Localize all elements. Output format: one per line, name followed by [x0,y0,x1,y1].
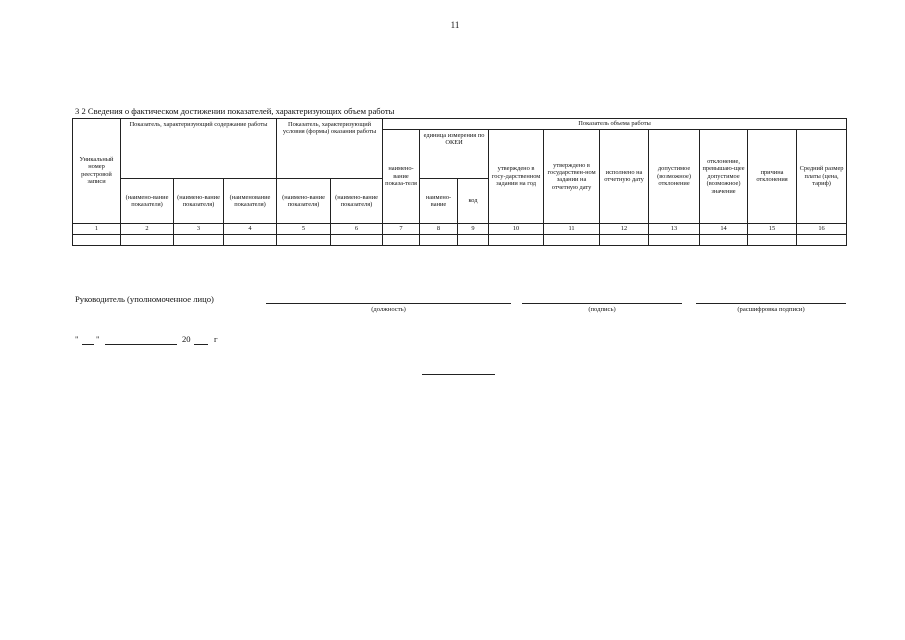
page-number: 11 [450,20,460,30]
column-number: 6 [331,223,383,234]
column-number: 16 [797,223,847,234]
column-number: 2 [121,223,174,234]
header-unit-code: код [458,179,489,223]
table-cell [420,234,458,245]
table-cell [224,234,277,245]
column-number: 7 [383,223,420,234]
header-unit-okei: единица измерения по ОКЕИ [420,130,489,179]
column-number: 12 [600,223,649,234]
column-number: 4 [224,223,277,234]
table-cell [174,234,224,245]
decipher-caption: (расшифровка подписи) [737,306,805,313]
head-label: Руководитель (уполномоченное лицо) [75,294,214,304]
date-year-prefix: 20 [182,334,191,344]
date-month-line [105,344,177,345]
header-unit-name: наимено-вание [420,179,458,223]
date-open-quote: " [75,334,79,344]
header-deviation-reason: причина отклонения [748,130,797,224]
date-close-quote: " [96,334,100,344]
column-number: 14 [700,223,748,234]
section-title: 3 2 Сведения о фактическом достижении показателей, характеризующих объем работы [75,106,395,116]
header-sub-name-4: (наимено-вание показателя) [277,179,331,223]
signature-caption: (подпись) [588,306,616,313]
header-sub-name-2: (наимено-вание показателя) [174,179,224,223]
position-caption: (должность) [371,306,406,313]
column-number: 11 [544,223,600,234]
table-cell [73,234,121,245]
table-cell [277,234,331,245]
header-average-fee: Средний размер платы (цена, тариф) [797,130,847,224]
table-cell [700,234,748,245]
decipher-line [696,303,846,304]
header-sub-name-3: (наименование показателя) [224,179,277,223]
header-approved-date: утверждено в государствен-ном задании на отчетную дату [544,130,600,224]
column-number: 10 [489,223,544,234]
column-number: 8 [420,223,458,234]
header-executed: исполнено на отчетную дату [600,130,649,224]
table-cell [600,234,649,245]
table-cell [748,234,797,245]
signature-line [522,303,682,304]
header-sub-name-1: (наимено-вание показателя) [121,179,174,223]
table-cell [331,234,383,245]
header-conditions-indicator: Показатель, характеризующий условия (формы) оказания работы [277,119,383,179]
column-number: 1 [73,223,121,234]
table-cell [649,234,700,245]
header-unique-number: Уникальный номер реестровой записи [73,119,121,224]
header-exceeding-deviation: отклонение, превышаю-щее допустимое (возможное) значение [700,130,748,224]
table-cell [121,234,174,245]
header-content-indicator: Показатель, характеризующий содержание работы [121,119,277,179]
header-sub-name-5: (наимено-вание показателя) [331,179,383,223]
date-day-line [82,344,94,345]
column-number: 3 [174,223,224,234]
column-number-row [73,223,847,234]
table-cell [544,234,600,245]
column-number: 15 [748,223,797,234]
table-cell [489,234,544,245]
header-volume-indicator: Показатель объема работы [383,119,847,130]
header-allowed-deviation: допустимое (возможное) отклонение [649,130,700,224]
indicators-table [72,118,847,246]
position-line [266,303,511,304]
header-approved-year: утверждено в госу-дарственном задании на год [489,130,544,224]
header-indicator-name: наимено-вание показа-теля [383,130,420,224]
table-row [73,234,847,245]
table-cell [797,234,847,245]
table-cell [458,234,489,245]
column-number: 5 [277,223,331,234]
footnote-separator [422,374,495,375]
column-number: 9 [458,223,489,234]
table-cell [383,234,420,245]
date-year-line [194,344,208,345]
column-number: 13 [649,223,700,234]
date-year-suffix: г [214,334,218,344]
